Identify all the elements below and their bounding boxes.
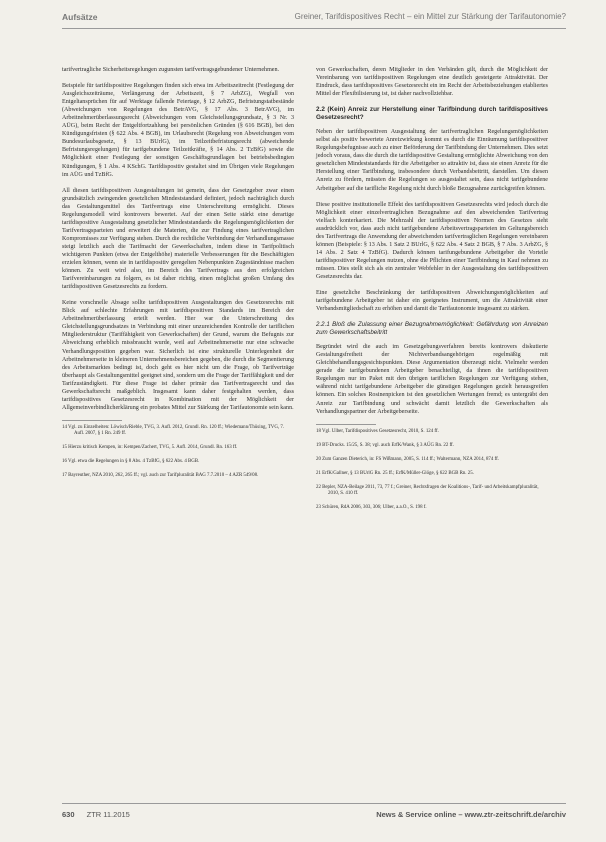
paragraph: von Gewerkschaften, deren Mitglieder in den Verbänden gilt, durch die Möglichkeit der Vereinbarung von tarifdispositiven Regelungen eine deutlich gesteigerte Attraktivität. Der Eindruck, dass tarifdispositives Gesetzesrecht ein im Recht der Arbeitsbeziehungen etabliertes Mittel der Flexibilisierung ist, ist daher nachvollziehbar. [316,67,548,98]
footnote: 15 Hierzu kritisch Kempen, in: Kempen/Zachert, TVG, 5. Aufl. 2014, Grundl. Rn. 163 ff. [62,445,238,451]
footnote: 20 Zum Ganzen Dieterich, in: FS Wißmann, 2005, S. 114 ff.; Waltermann, NZA 2014, 874 ff. [316,456,499,462]
paragraph: Begründet wird die auch im Gesetzgebungsverfahren bereits kontrovers diskutierte Gestaltungsfreiheit der Nichtverbandsangehörigen regelmäßig mit Gleichbehandlungsgesichtspunkten. Diese Argumentation überzeugt nicht. Vielmehr werden gerade die tarifgebundenen Arbeitgeber benachteiligt, da ihnen die tarifdispositiven Regelungen nur im Paket mit den übrigen tariflichen Regelungen zur Verfügung stehen, während nicht tarifgebundene Arbeitgeber die günstigen Regelungen gezielt herausgreifen können. Ein solches Rosinenpicken ist den gesetzlichen Wertungen fremd; es untergräbt den Anreiz zur Tarifbindung und schwächt damit letztlich die Gewerkschaften als Verhandlungspartner der Arbeitgeberseite. [316,344,548,415]
footnote: 16 Vgl. etwa die Regelungen in § 8 Abs. 4 TzBfG, § 622 Abs. 4 BGB. [62,459,200,465]
section-label: Aufsätze [62,12,98,22]
paragraph: All diesen tarifdispositiven Ausgestaltungen ist gemein, dass der Gesetzgeber zwar einen grundsätzlich zwingenden gesetzlichen Mindeststandard definiert, jedoch nachträglich durch das Gestaltungsmittel des Tarifvertrags eine Unterschreitung ermöglicht. Dieses Regelungsmodell wird kontrovers bewertet. Auf der einen Seite stärkt eine derartige tarifdispositive Ausgestaltung gesetzlicher Mindeststandards die Regelungsmöglichkeiten der Tarifvertragsparteien und erweitert die Materien, die zur Findung eines tarifvertraglichen Kompromisses zur Verfügung stehen. Durch die rechtliche Verbindung der Verhandlungsmasse steigt letztlich auch die Tarifmacht der Gewerkschaften, indem diese in Tarifpolitisch wichtigeren Punkten (etwa der Entgelthöhe) materielle Verbesserungen für die Beschäftigten erzielen können, wenn sie in tarifdispositiv geregelten Nebenpunkten Zugeständnisse machen können. Zu weit wird also, im Bereich des Tarifvertrags aus den erfolgreichen Tarifvereinbarungen zu folgern, es ist daher richtig, einen möglichst großen Umfang des tarifdispositiven Gesetzesrechts zu fordern. [62,187,294,291]
footnote: 21 ErfK/Gallner, § 13 BUrlG Rn. 25 ff.; ErfK/Müller-Glöge, § 622 BGB Rn. 25. [316,470,474,476]
footer-link[interactable]: News & Service online – www.ztr-zeitschrift.de/archiv [376,810,566,819]
paragraph: Beispiele für tarifdispositive Regelungen finden sich etwa im Arbeitszeitrecht (Festlegung der Ausgleichszeiträume, Verlängerung der Arbeitszeit, § 7 ArbZG), Wegfall von Entgeltansprüchen für auf Werktage fallende Feiertage, § 12 ArbZG, Befristungstatbestände (Abweichungen von Regelungen des BetrAVG, § 17 Abs. 3 BetrAVG), im Arbeitnehmerüberlassungsrecht (Abweichungen vom Gleichstellungsgrundsatz, § 3 Nr. 3 AÜG), beim Recht der Entgeltfortzahlung bei persönlichen Gründen (§ 616 BGB), bei den Kündigungsfristen (§ 622 Abs. 4 BGB), im Urlaubsrecht (Regelung von Abweichungen vom Bundesurlaubsgesetz, § 13 BUrlG), im Teilzeitbefristungsrecht (abweichende Befristungsregelungen) für tarifgebundene Teilzeitkräfte, § 14 Abs. 2 TzBfG) sowie die Möglichkeit einer Festlegung der sonstigen Geschäftsgrundlagen bei betriebsbedingten Kündigungen, § 1 Abs. 4 KSchG. Tarifdispositiv gestaltet sind im Übrigen viele Regelungen im AÜG und TzBfG. [62,83,294,178]
footnote: 19 BT-Drucks. 15/25, S. 38; vgl. auch ErfK/Wank, § 3 AÜG Rn. 22 ff. [316,442,454,448]
footnote-divider [316,424,376,425]
footnote-divider [62,420,122,421]
footer-rule [62,803,566,804]
page-number: 630 [62,810,75,819]
header-rule [62,28,566,29]
footnote: 17 Bayreuther, NZA 2010, 262, 265 ff.; vgl. auch zur Tarifpluralität BAG 7.7.2010 – 4 AZR 549/08. [62,473,259,479]
subsection-heading: 2.2.1 Bloß die Zulassung einer Bezugnahmemöglichkeit: Gefährdung von Anreizen zum Gewerkschaftsbeitritt [316,321,548,337]
paragraph: tarifvertragliche Sicherheitsregelungen zugunsten tarifvertragsgebundener Unternehmen. [62,67,280,73]
footnote: 23 Schüren, RdA 2006, 303, 306; Ulber, a.a.O., S. 198 f. [316,505,427,511]
paragraph: Keine vorschnelle Absage sollte tarifdispositiven Ausgestaltungen des Gesetzesrechts mit Blick auf schlechte Erfahrungen mit tarifdispositiven Standards im Bereich der Arbeitnehmerüberlassung erteilt werden. Hier war die Unterschreitung des Gleichstellungsgrundsatzes in Verbindung mit einer unzureichenden Kontrolle der tariflichen Mitgliederstruktur (Tariffähigkeit von Gewerkschaften) der Grund, warum die Befugnis zur Abweichung erheblich missbraucht wurde, weil auf Arbeitnehmerseite nur eine schwache Verhandlungsposition gegeben war. Sicherlich ist eine strukturelle Unterlegenheit der Arbeitnehmerseite in kleineren Unternehmensbereichen gegeben, die durch die Segmentierung des Arbeitsmarktes bedingt ist, doch geht es hier nicht um die Frage, ob Tarifverträge überhaupt als Gestaltungsmittel geeignet sind, sondern um die Frage der Tariffähigkeit und der Tarifzuständigkeit. Für diese Frage ist daher primär das Tarifvertragsrecht und das Gewerkschaftsrecht maßgeblich. Insgesamt kann daher festgehalten werden, dass tarifdispositives Gesetzesrecht in Kombination mit der Möglichkeit der Allgemeinverbindlicherklärung ein probates Mittel zur Stärkung der Tarifautonomie sein kann. [62,300,294,411]
running-title: Greiner, Tarifdispositives Recht – ein Mittel zur Stärkung der Tarifautonomie? [294,12,566,21]
right-column [316,66,548,519]
paragraph: Diese positive institutionelle Effekt des tarifdispositiven Gesetzesrechts wird jedoch durch die Möglichkeit einer einzelvertraglichen Bezugnahme auf den abweichenden Tarifvertrag vielfach konterkariert. Die Mehrzahl der tarifdispositiven Normen des Gesetzes sieht ausdrücklich vor, dass auch nicht tarifgebundene Arbeitsvertragsparteien im Geltungsbereich des Tarifvertrags die Anwendung der abweichenden tarifvertraglichen Regelungen vereinbaren können (Beispiele: § 13 Abs. 1 Satz 2 BUrlG, § 622 Abs. 4 Satz 2 BGB, § 7 Abs. 3 ArbZG, § 14 Abs. 2 Satz 4 TzBfG). Dadurch können tarifungebundene Arbeitgeber die Vorteile tarifdispositiver Regelungen nutzen, ohne die Pflichten einer Tarifbindung in Kauf nehmen zu müssen. Dies stellt sich als ein zentraler Webfehler in der Ausgestaltung des tarifdispositiven Gesetzesrechts dar. [316,201,548,280]
paragraph: Eine gesetzliche Beschränkung der tarifdispositiven Abweichungsmöglichkeiten auf tarifgebundene Arbeitgeber ist daher ein geeignetes Instrument, um die Attraktivität einer Verbandsmitgliedschaft zu erhöhen und damit die Tarifautonomie insgesamt zu stärken. [316,290,548,313]
footnote: 22 Bepler, NZA-Beilage 2011, 73, 77 f.; Greiner, Rechtsfragen der Koalitions-, Tarif- und Arbeitskampfpluralität, 2010, S. 410 ff. [316,484,539,497]
footnote: 18 Vgl. Ulber, Tarifdispositives Gesetzesrecht, 2010, S. 124 ff. [316,428,439,434]
footer-page-info [62,810,130,819]
left-column [62,66,294,487]
paragraph: Neben der tarifdispositiven Ausgestaltung der tarifvertraglichen Regelungsmöglichkeiten selbst als positiv bewertete Anreizwirkung kommt es durch die Einräumung tarifdispositiver Regelungsbefugnisse auch zu einer Beförderung der Tarifbindung der Unternehmen. Dies setzt jedoch voraus, dass die durch die tarifdispositive Gestaltung ermöglichte Abweichung von den gesetzlichen Mindeststandards für die Arbeitgeber so attraktiv ist, dass sie einen Anreiz für die Herstellung einer Tarifbindung, insbesondere durch Verbandsbeitritt, darstellen. Um diesen Anreiz zu fördern, müssten die Regelungen so ausgestaltet sein, dass nicht tarifgebundene Arbeitgeber auf die tarifliche Regelung nicht durch bloße Bezugnahme zurückgreifen können. [316,129,548,192]
footnote: 14 Vgl. zu Einzelheiten: Löwisch/Rieble, TVG, 3. Aufl. 2012, Grundl. Rn. 120 ff.; Wiedemann/Thüsing, TVG, 7. Aufl. 2007, § 1 Rn. 249 ff. [62,424,284,436]
journal-issue: ZTR 11.2015 [86,810,130,819]
section-heading: 2.2 (Kein) Anreiz zur Herstellung einer Tarifbindung durch tarifdispositives Gesetzesrecht? [316,106,548,122]
